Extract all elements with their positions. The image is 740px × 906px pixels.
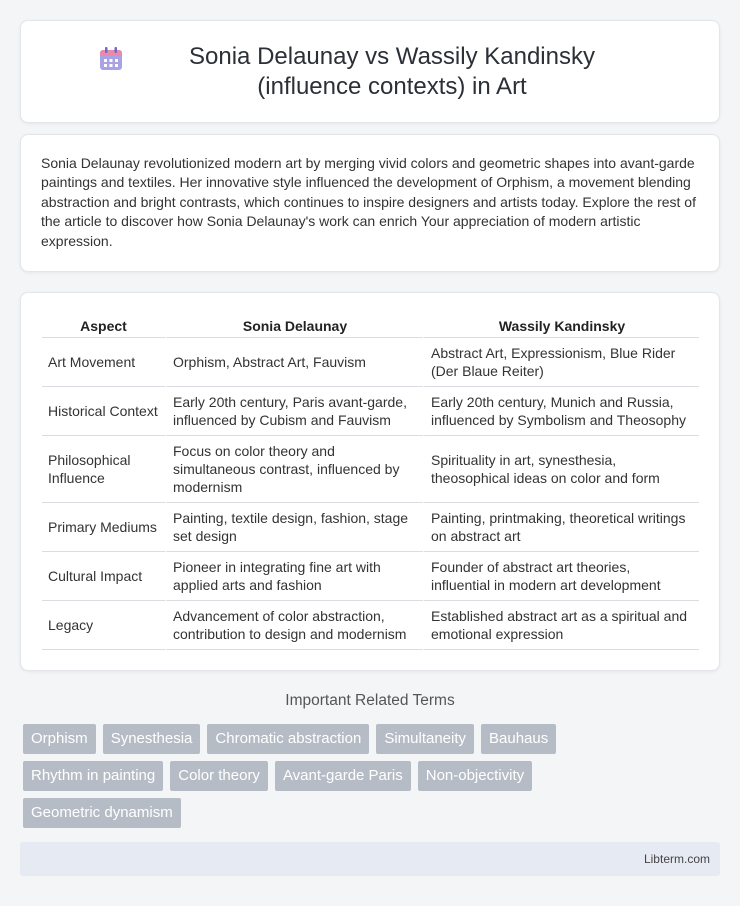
tag-color-theory[interactable]: Color theory bbox=[170, 761, 268, 791]
tag-row bbox=[23, 761, 643, 791]
comparison-card bbox=[20, 292, 720, 671]
table-cell: Early 20th century, Paris avant-garde, influenced by Cubism and Fauvism bbox=[165, 387, 423, 436]
related-terms-title: Important Related Terms bbox=[285, 692, 455, 709]
table-row bbox=[42, 601, 699, 650]
table-cell: Pioneer in integrating fine art with applied arts and fashion bbox=[165, 552, 423, 601]
table-cell: Cultural Impact bbox=[42, 552, 165, 601]
title-card bbox=[20, 20, 720, 123]
tag-orphism[interactable]: Orphism bbox=[23, 724, 96, 754]
table-cell: Abstract Art, Expressionism, Blue Rider (Der Blaue Reiter) bbox=[423, 338, 699, 387]
tag-geometric-dynamism[interactable]: Geometric dynamism bbox=[23, 798, 181, 828]
table-cell: Founder of abstract art theories, influential in modern art development bbox=[423, 552, 699, 601]
table-cell: Established abstract art as a spiritual and emotional expression bbox=[423, 601, 699, 650]
table-cell: Focus on color theory and simultaneous contrast, influenced by modernism bbox=[165, 436, 423, 503]
table-row bbox=[42, 552, 699, 601]
tag-simultaneity[interactable]: Simultaneity bbox=[376, 724, 474, 754]
table-cell: Art Movement bbox=[42, 338, 165, 387]
tag-avant-garde-paris[interactable]: Avant-garde Paris bbox=[275, 761, 411, 791]
table-cell: Legacy bbox=[42, 601, 165, 650]
table-row bbox=[42, 503, 699, 552]
tag-bauhaus[interactable]: Bauhaus bbox=[481, 724, 556, 754]
table-cell: Orphism, Abstract Art, Fauvism bbox=[165, 338, 423, 387]
tag-row bbox=[23, 724, 643, 754]
table-cell: Spirituality in art, synesthesia, theosophical ideas on color and form bbox=[423, 436, 699, 503]
table-row bbox=[42, 338, 699, 387]
related-terms-list bbox=[23, 724, 643, 835]
intro-paragraph: Sonia Delaunay revolutionized modern art by merging vivid colors and geometric shapes into avant-garde paintings and textiles. Her innovative style influenced the development of Orphism, a movement blending abstraction and bright contrasts, which continues to inspire designers and artists today. Explore the rest of the article to discover how Sonia Delaunay's work can enrich Your appreciation of modern artistic expression. bbox=[41, 155, 696, 249]
table-cell: Painting, printmaking, theoretical writings on abstract art bbox=[423, 503, 699, 552]
tag-non-objectivity[interactable]: Non-objectivity bbox=[418, 761, 532, 791]
table-cell: Historical Context bbox=[42, 387, 165, 436]
comparison-table bbox=[42, 307, 699, 650]
tag-row bbox=[23, 798, 643, 828]
header-aspect: Aspect bbox=[42, 307, 165, 338]
title-wrap bbox=[58, 42, 682, 102]
tag-rhythm-in-painting[interactable]: Rhythm in painting bbox=[23, 761, 163, 791]
table-row bbox=[42, 436, 699, 503]
tag-synesthesia[interactable]: Synesthesia bbox=[103, 724, 201, 754]
table-cell: Philosophical Influence bbox=[42, 436, 165, 503]
footer-site-link[interactable]: Libterm.com bbox=[643, 852, 710, 866]
page-title: Sonia Delaunay vs Wassily Kandinsky (influence contexts) in Art bbox=[189, 42, 595, 100]
table-cell: Primary Mediums bbox=[42, 503, 165, 552]
tag-chromatic-abstraction[interactable]: Chromatic abstraction bbox=[207, 724, 369, 754]
header-delaunay: Sonia Delaunay bbox=[165, 307, 423, 338]
table-row bbox=[42, 387, 699, 436]
table-cell: Advancement of color abstraction, contribution to design and modernism bbox=[165, 601, 423, 650]
intro-card bbox=[20, 134, 720, 272]
table-header-row bbox=[42, 307, 699, 338]
header-kandinsky: Wassily Kandinsky bbox=[423, 307, 699, 338]
table-cell: Painting, textile design, fashion, stage set design bbox=[165, 503, 423, 552]
calendar-icon bbox=[98, 46, 124, 72]
table-cell: Early 20th century, Munich and Russia, influenced by Symbolism and Theosophy bbox=[423, 387, 699, 436]
footer bbox=[20, 842, 720, 876]
